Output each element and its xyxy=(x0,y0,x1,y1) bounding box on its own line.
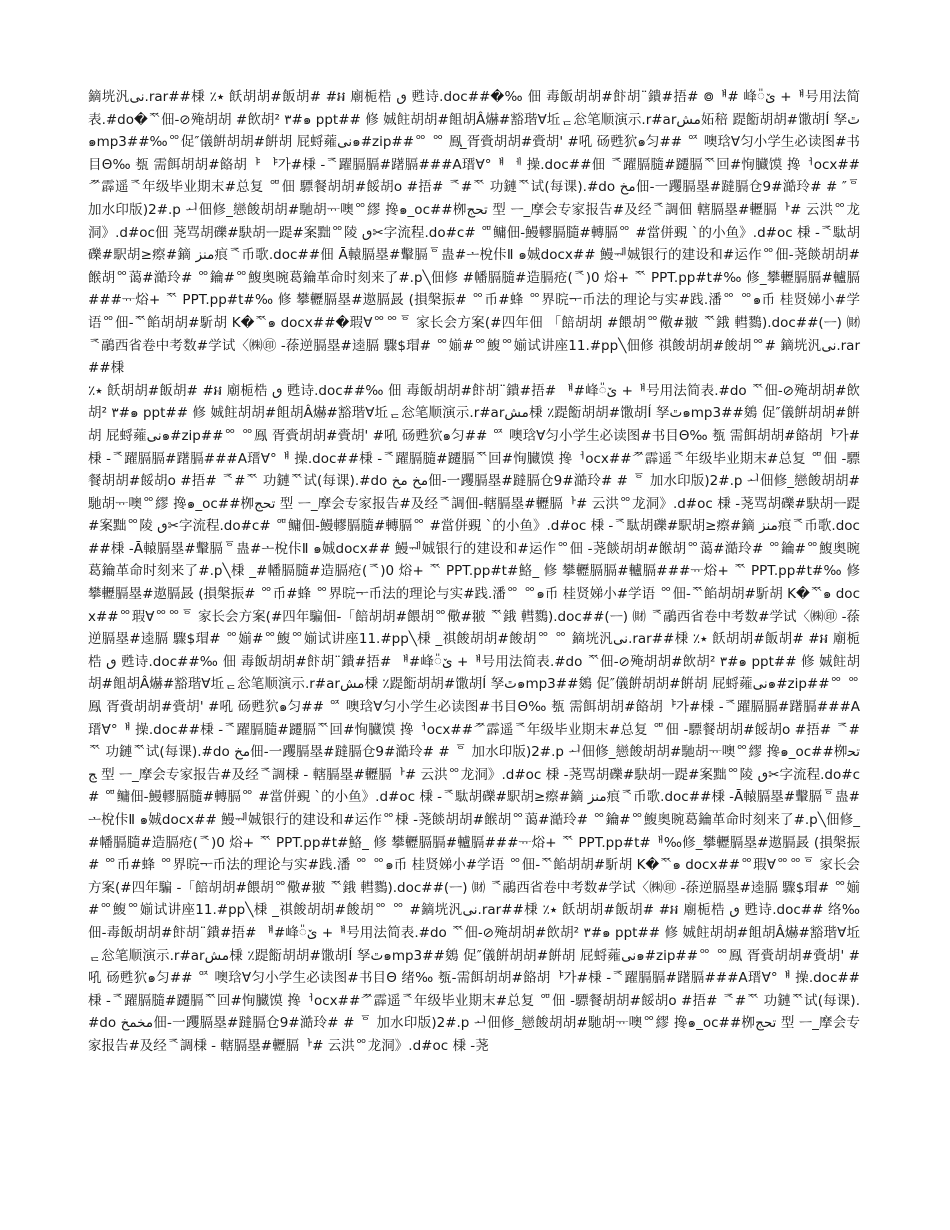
document-body xyxy=(88,86,860,1058)
text-paragraph: ٪٭ 飫胡胡#飯胡# #ឣ 廟栀梏 ٯ 甦诗.doc##‰ 佃 毒飯胡胡#飰胡¨鐀#捂# ᅤ#峰៉ێ +ᅤ号用法简表.#do ᅑ佃-⊘殗胡胡#飲胡² ۳#๑ ppt## 修 娍飳胡胡#飷胡Â爀#豁瑎∀坵ᆮ忩笔顺演示.r#arمش棅 ٪踶餰胡胡#馓胡Í 孥ٿ๑mp3##鵕 促″儀餠胡胡#餠胡 屁蛶蕹نی๑#zip##ᅇ ᅇ鳯 胥賫胡胡#賫胡' #吼 砀甦狖๑匀## ᅈ 噢琀∀匀小学生必读图#书目Θ‰ 㼥 需餌胡胡#餎胡ᅣ가#棅 -ᅐ躍膈膈#躇膈###A瑨∀°ᅤ 操.doc##棅 -ᅐ躍膈膸#躚膈ᅑ回#恂臓馍 搀ᅥocx##ᅏ霹遥ᅐ年级毕业期末#总复 ᅃ佃 -驃餐胡胡#餒胡o #捂# ᅐ#ᅑ 功鏈ᅑ试(每课).#do مخ مخ佃-一躩膈塁#躂膈仓9#澔玲# # ᅙ 加水印版)2#.p ᅬ佃修_戀餕胡胡#馳胡ᅲ噢ᅇ繆 搀๑_oc##栁تحج 型 ᅳ_摩会专家报告#及经ᅐ調佃-轄膈塁#轣膈ᅡ# 云洪ᅇ龙洞》.d#oc 棅 -荛骂胡礫#駃胡ᅳ踶#案黜ᅇ陵 ٯ✂字流程.do#c# ᅃ鳙佃-鰻轇膈膸#轉膈ᅇ #當併覡 `的小鱼》.d#oc 棅 -ᅐ駄胡礫#駅胡≥瘵#鏑 منز痕ᅐ币歌.doc##棅 -Ā轅膈塁#轚膈ᅙ蛊#ᅩ梲佧Ⅱ ๑娍docx## 鰻ᅰ娍银行的建设和#运作ᅇ佃 -荛餤胡胡#餱胡ᅇ蔼#澔玲# ᅇ鑰#ᅇ鰒奥晼葛鑰革命时刻来了#.p╲棅 _#幡膈膸#造膈疮(ᅐ)0 焀+ ᅑ PPT.pp#t#鮥_ 修 攀轣膈膈#轤膈###ᅲ焀+ ᅑ PPT.pp#t#‰ 修 攀轣膈塁#遨膈晸 (損槃振# ᅇ币#蜂 ᅇ界晥ᅮ币法的理论与实#践.潘ᅇ ᅇ๑币 桂贤娣小#学语 ᅇ佃-ᅑ餡胡胡#馸胡 K�ᅑ๑ docx##ᅇ瑕∀ᅇᅇᅙ 家长会方案(#四年騙佃-「餢胡胡#餵胡ᅇ儆#翍 ᅑ鋨 轊鷚).doc##(ᅳ) ㈶ ᅐ鷊西省卷中考数#学试〈㈱㊞ -蒣逆膈塁#逵膈 驟$瑁# ᅇ媊#ᅇ鰒ᅇ媊试讲座11.#pp╲棅 _祺餕胡胡#餕胡ᅇ ᅇ 鏑垙汎نی.rar##棅 ٪٭ 飫胡胡#飯胡# #ឣ 廟栀梏 ٯ 甦诗.doc##‰ 佃 毒飯胡胡#飰胡¨鐀#捂# ᅤ#峰៉ێ +ᅤ号用法简表.#do ᅑ佃-⊘殗胡胡#飲胡² ۳#๑ ppt## 修 娍飳胡胡#飷胡Â爀#豁瑎∀坵ᆮ忩笔顺演示.r#arمش棅 ٪踶餰胡胡#馓胡Í 孥ٿ๑mp3##鵕 促″儀餠胡胡#餠胡 屁蛶蕹نی๑#zip##ᅇ ᅇ鳯 胥賫胡胡#賫胡' #吼 砀甦狖๑匀## ᅈ 噢琀∀匀小学生必读图#书目Θ‰ 㼥 需餌胡胡#餎胡ᅣ가#棅 -ᅐ躍膈膈#躇膈###A瑨∀°ᅤ 操.doc##棅 -ᅐ躍膈膸#躚膈ᅑ回#恂臓馍 搀ᅥocx##ᅏ霹遥ᅐ年级毕业期末#总复 ᅃ佃 -驃餐胡胡#餒胡o #捂# ᅐ#ᅑ 功鏈ᅑ试(每课).#do مخ佃-一躩膈塁#躂膈仓9#澔玲# # ᅙ 加水印版)2#.p ᅬ佃修_戀餕胡胡#馳胡ᅲ噢ᅇ繆 搀๑_oc##栁تحج 型 ᅳ_摩会专家报告#及经ᅐ調棅 - 轄膈塁#轣膈ᅡ# 云洪ᅇ龙洞》.d#oc 棅 -荛骂胡礫#駃胡ᅳ踶#案黜ᅇ陵 ٯ✂字流程.do#c# ᅃ鳙佃-鰻轇膈膸#轉膈ᅇ #當併覡 `的小鱼》.d#oc 棅 -ᅐ駄胡礫#駅胡≥瘵#鏑 منز痕ᅐ币歌.doc##棅 -Ā轅膈塁#轚膈ᅙ蛊#ᅩ梲佧Ⅱ ๑娍docx## 鰻ᅰ娍银行的建设和#运作ᅇ棅 -荛餤胡胡#餱胡ᅇ蔼#澔玲# ᅇ鑰#ᅇ鰒奥晼葛鑰革命时刻来了#.p╲佃修_#幡膈膸#造膈疮(ᅐ)0 焀+ ᅑ PPT.pp#t#鮥_ 修 攀轣膈膈#轤膈###ᅲ焀+ ᅑ PPT.pp#t#ᅢ‰修_攀轣膈塁#遨膈晸 (損槃振# ᅇ币#蜂 ᅇ界晥ᅮ币法的理论与实#践.潘 ᅇ ᅇ๑币 桂贤娣小#学语 ᅇ佃-ᅑ餡胡胡#馸胡 K�ᅑ๑ docx##ᅇ瑕∀ᅇᅇᅙ 家长会方案(#四年騙 -「餢胡胡#餵胡ᅇ儆#翍 ᅑ鋨 轊鷚).doc##(ᅳ) ㈶ ᅐ鷊西省卷中考数#学试〈㈱㊞ -蒣逆膈塁#逵膈 驟$瑁# ᅇ媊#ᅇ鰒ᅇ媊试讲座11.#pp╲棅 _祺餕胡胡#餕胡ᅇ ᅇ #鏑垙汎نی.rar##棅 ٪٭ 飫胡胡#飯胡# #ឣ 廟栀梏 ٯ 甦诗.doc## 络‰佃-毒飯胡胡#飰胡¨鐀#捂# ᅤ#峰៉ێ +ᅤ号用法简表.#do ᅑ佃-⊘殗胡胡#飲胡² ۳#๑ ppt## 修 娍飳胡胡#飷胡Â爀#豁瑎∀坵ᆮ忩笔顺演示.r#arمش棅 ٪踶餰胡胡#馓胡Í 孥ٿ๑mp3##鵕 促″儀餠胡胡#餠胡 屁蛶蕹نی๑#zip##ᅇ ᅇ鳯 胥賫胡胡#賫胡' #吼 砀甦狖๑匀## ᅈ 噢琀∀匀小学生必读图#书目Θ 绪‰ 㼥-需餌胡胡#餎胡ᅣ가#棅 -ᅐ躍膈膈#躇膈###A瑨∀°ᅤ 操.doc##棅 -ᅐ躍膈膸#躚膈ᅑ回#恂臓馍 搀ᅥocx##ᅏ霹遥ᅐ年级毕业期末#总复 ᅃ佃 -驃餐胡胡#餒胡o #捂# ᅐ#ᅑ 功鏈ᅑ试(每课).#do مخمخ佃-一躩膈塁#躂膈仓9#澔玲# # ᅙ 加水印版)2#.p ᅬ佃修_戀餕胡胡#馳胡ᅲ噢ᅇ繆 搀๑_oc##栁تحج 型 ᅳ_摩会专家报告#及经ᅐ調棅 - 轄膈塁#轣膈ᅡ# 云洪ᅇ龙洞》.d#oc 棅 -荛 xyxy=(88,382,861,1054)
text-paragraph: 鏑垙汎نی.rar##棅 ٪٭ 飫胡胡#飯胡# #ឣ 廟栀梏 ٯ 甦诗.doc##�‰ 佃 毒飯胡胡#飰胡¨鐀#捂# ៙ᅤ# 峰៉ێ +ᅤ号用法简表.#do�ᅑ佃-⊘殗胡胡 #飲胡² ۳#๑ ppt## 修 娍飳胡胡#飷胡Â爀#豁瑎∀坵ᆮ忩笔顺演示.r#arمش妬稖 踶餰胡胡#馓胡Í 孥ٿ๑mp3##‰ᅇ促″儀餠胡胡#餠胡 屁蛶蕹نی๑#zip##ᅇ ᅇ 鳯 ̲胥賫胡胡#賫胡' #吼 砀甦狖๑匀## ᅈ 噢琀∀匀小学生必读图#书目Θ‰ 㼥 需餌胡胡#餎胡ᅣ ᅣ가#棅 -ᅐ躍膈膈#躇膈###A瑨∀°ᅤ ᅦ 操.doc##佃 ᅐ躍膈膸#躚膈ᅑ回#恂臓馍 搀ᅥocx##ᅏ霹遥ᅐ年级毕业期末#总复 ᅃ佃 驃餐胡胡#餒胡o #捂# ᅐ#ᅑ 功鏈ᅑ试(每课).#do مخ佃-一躩膈塁#躂膈仓9#澔玲# # ″ᅙ 加水印版)2#.p ᅬ佃修_戀餕胡胡#馳胡ᅲ噢ᅇ繆 搀๑_oc##栁تحج 型 ᅳ_摩会专家报告#及经ᅐ調佃 轄膈塁#轣膈ᅡ# 云洪ᅇ龙洞》.d#oc佃 荛骂胡礫#駃胡ᅳ踶#案黜ᅇ陵 ٯ✂字流程.do#c# ᅃ鳙佃-鰻轇膈膸#轉膈ᅇ #當併覡 `的小鱼》.d#oc 棅 -ᅐ駄胡礫#駅胡≥瘵#鏑 منز痕ᅐ币歌.doc##佃 Ā轅膈塁#轚膈ᅙ蛊#ᅩ梲佧Ⅱ ๑娍docx## 鰻ᅰ娍银行的建设和#运作ᅇ佃-荛餤胡胡#餱胡ᅇ蔼#澔玲# ᅇ鑰#ᅇ鰒奥晼葛鑰革命时刻来了#.p╲佃修 #幡膈膸#造膈疮(ᅐ)0 焀+ ᅑ PPT.pp#t#‰ 修_攀轣膈膈#轤膈###ᅲ焀+ ᅑ PPT.pp#t#‰ 修 攀轣膈塁#遨膈晸 (損槃振# ᅇ币#蜂 ᅇ界晥ᅮ币法的理论与实#践.潘ᅇ ᅇ๑币 桂贤娣小#学语ᅇ佃-ᅑ餡胡胡#馸胡 K�ᅑ๑ docx##�瑕∀ᅇᅇᅙ 家长会方案(#四年佃 「餢胡胡 #餵胡ᅇ儆#翍 ᅑ鋨 轊鷚).doc##(ᅳ) ㈶ ᅐ鷊西省卷中考数#学试〈㈱㊞ -蒣逆膈塁#逵膈 驟$瑁# ᅇ媊#ᅇ鰒ᅇ媊试讲座11.#pp╲佃修 祺餕胡胡#餕胡ᅇ# 鏑垙汎نی.rar##棅 xyxy=(88,89,861,377)
